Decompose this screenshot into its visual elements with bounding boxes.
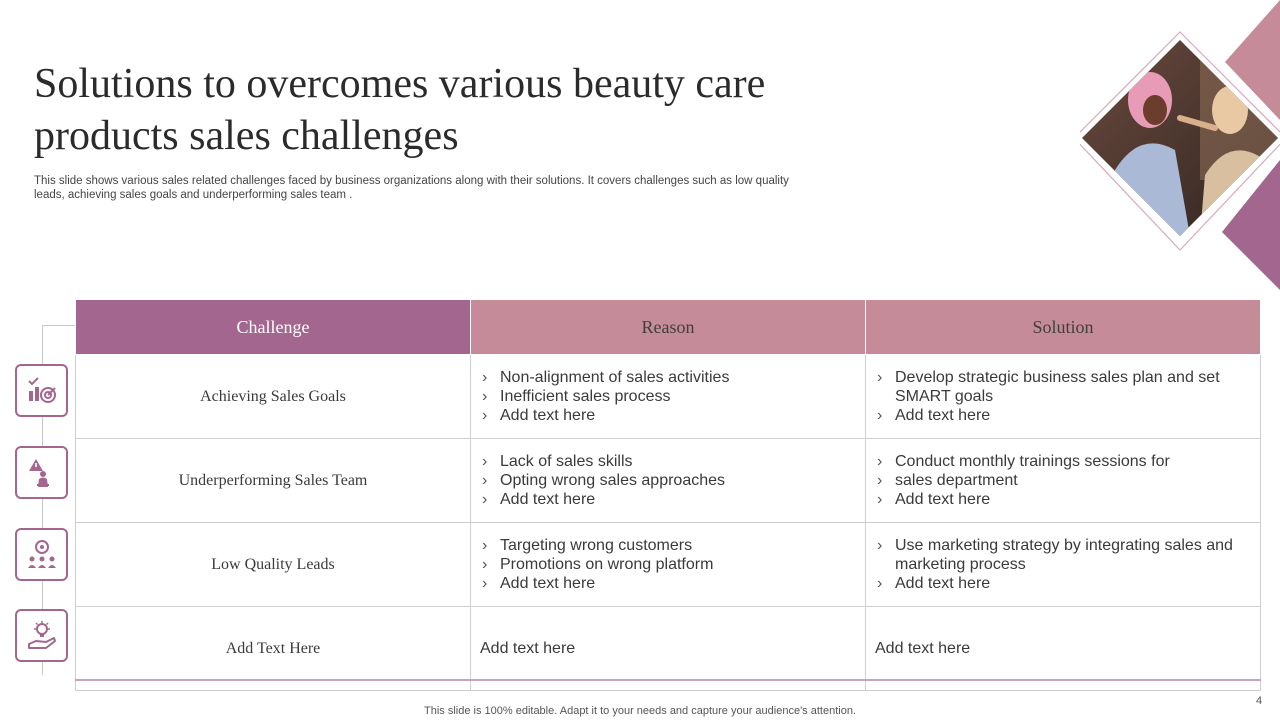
solution-item: › sales department [875,471,1249,490]
decorative-photo-graphic [1080,0,1280,290]
warning-person-icon [15,446,68,499]
solution-cell [866,439,1261,523]
reason-item: › Add text here [480,490,854,509]
table-row [76,439,1261,523]
slide-title: Solutions to overcomes various beauty care products sales challenges [34,61,766,159]
reason-item: › Add text here [480,406,854,425]
page-number: 4 [1256,695,1263,707]
solution-cell [866,355,1261,439]
table-bottom-border [75,679,1261,681]
solution-item: › Add text here [875,406,1249,425]
challenge-cell: Underperforming Sales Team [76,439,471,523]
reason-item: › Add text here [480,574,854,593]
reason-cell [471,523,866,607]
reason-item: › Lack of sales skills [480,452,854,471]
solution-cell [866,523,1261,607]
solution-item: › Add text here [875,574,1249,593]
table-row [76,607,1261,691]
solution-item: › Develop strategic business sales plan and set SMART goals [875,368,1249,406]
header-challenge: Challenge [76,300,471,355]
header-solution: Solution [866,300,1261,355]
reason-cell [471,439,866,523]
solution-item: › Use marketing strategy by integrating sales and marketing process [875,536,1249,574]
slide-subtitle: This slide shows various sales related challenges faced by business organizations along with their solutions. It covers challenges such as low quality leads, achieving sales goals and underperforming sales team . [34,175,789,201]
target-chart-icon [15,364,68,417]
reason-cell [471,355,866,439]
footer-note: This slide is 100% editable. Adapt it to your needs and capture your audience's attention. [424,705,856,717]
reason-item: › Promotions on wrong platform [480,555,854,574]
reason-item: › Non-alignment of sales activities [480,368,854,387]
table-row [76,355,1261,439]
table-header-row [76,300,1261,355]
challenge-cell: Add Text Here [76,607,471,691]
header-reason: Reason [471,300,866,355]
solution-cell: Add text here [866,607,1261,691]
challenges-table [75,299,1261,691]
solution-item: › Conduct monthly trainings sessions for [875,452,1249,471]
table-row [76,523,1261,607]
reason-item: › Opting wrong sales approaches [480,471,854,490]
reason-item: › Inefficient sales process [480,387,854,406]
reason-item: › Targeting wrong customers [480,536,854,555]
target-audience-icon [15,528,68,581]
solution-item: › Add text here [875,490,1249,509]
idea-hand-icon [15,609,68,662]
challenge-cell: Achieving Sales Goals [76,355,471,439]
timeline-connector [42,325,75,326]
challenge-cell: Low Quality Leads [76,523,471,607]
reason-cell: Add text here [471,607,866,691]
